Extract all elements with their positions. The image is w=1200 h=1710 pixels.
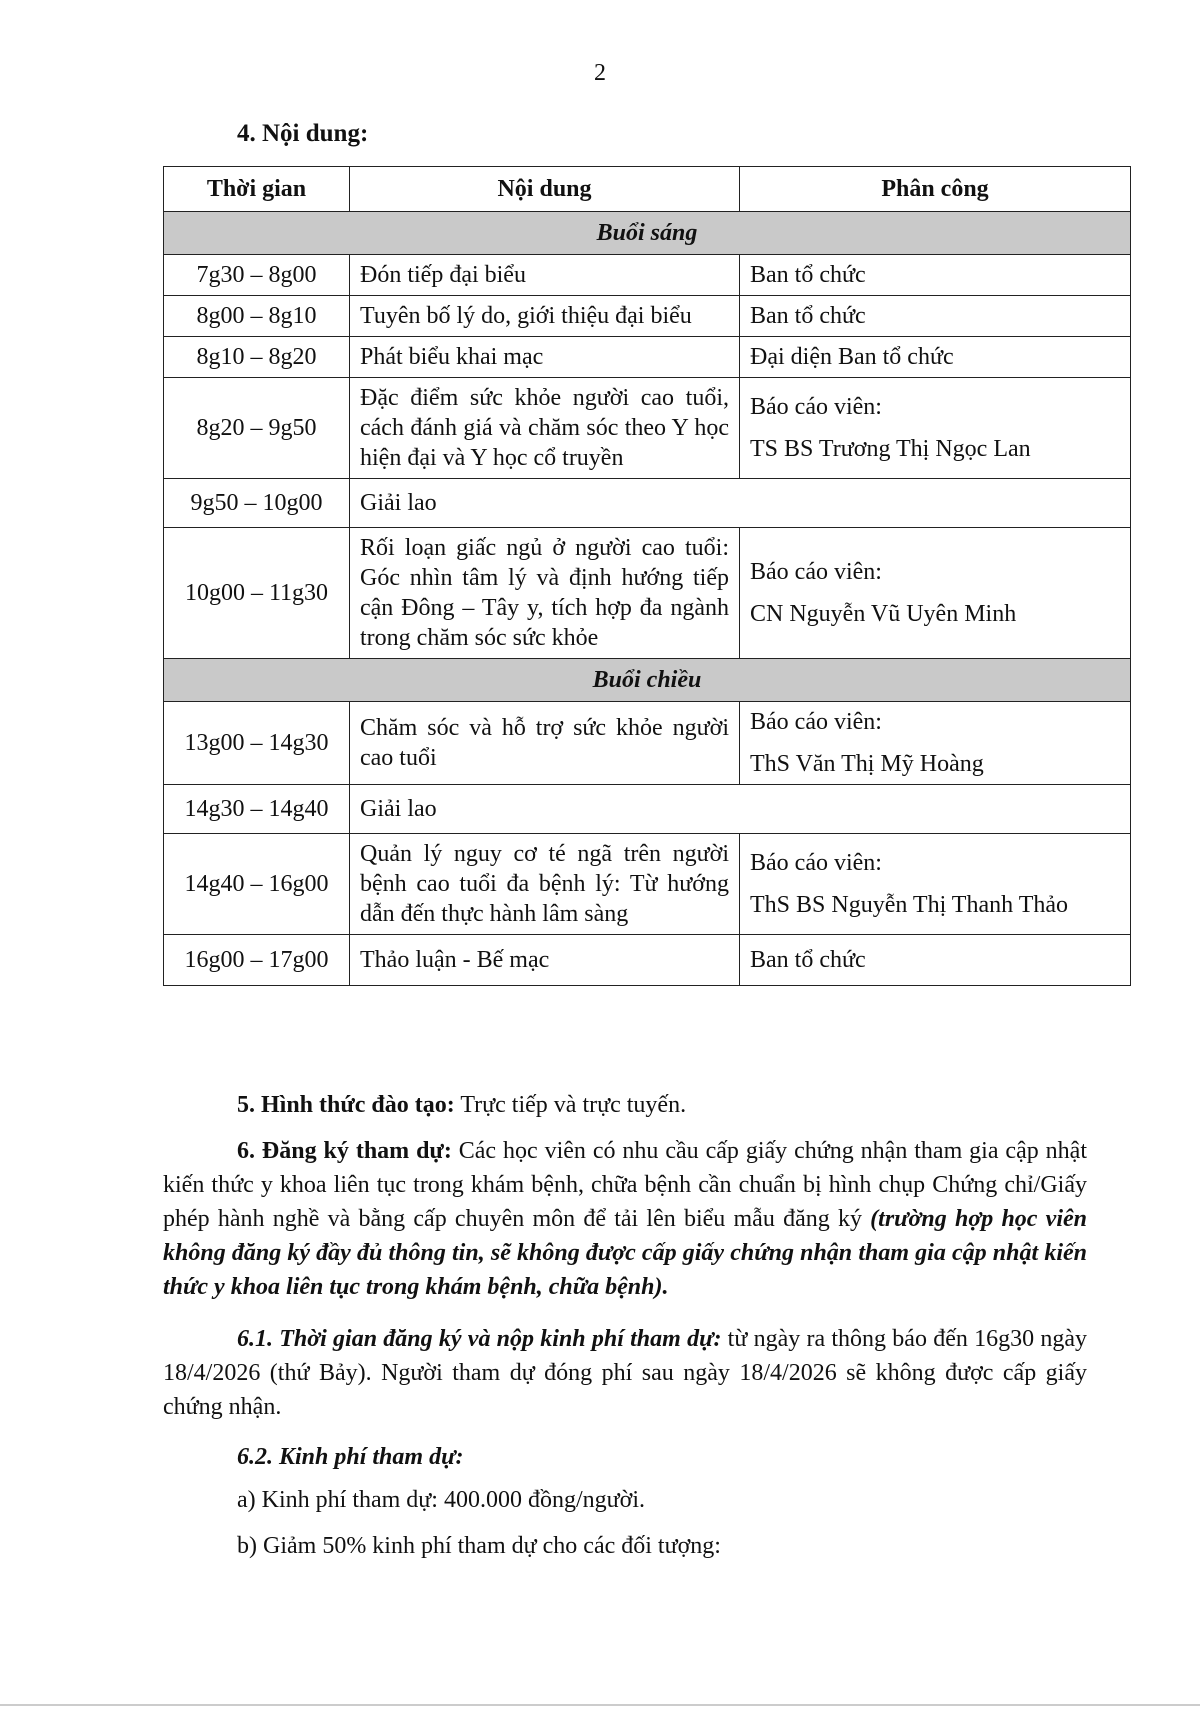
section-5-text: Trực tiếp và trực tuyến. — [454, 1092, 687, 1118]
table-row — [164, 834, 1131, 935]
assign-person: ThS BS Nguyễn Thị Thanh Thảo — [750, 892, 1068, 918]
section-6-1 — [163, 1322, 1087, 1424]
row-time: 14g40 – 16g00 — [164, 834, 350, 935]
row-time: 8g20 – 9g50 — [164, 378, 350, 479]
section-6-label: 6. Đăng ký tham dự: — [237, 1138, 452, 1164]
row-content: Giải lao — [350, 785, 1131, 834]
section-6-1-text: từ ngày ra thông báo đến 16g30 ngày 18/4/2026 (thứ Bảy). Người tham dự đóng phí sau ngày 18/4/2026 sẽ không được cấp giấy chứng nhận. — [163, 1326, 1087, 1420]
assign-role: Báo cáo viên: — [750, 559, 882, 585]
session-row-afternoon — [164, 659, 1131, 702]
table-row — [164, 255, 1131, 296]
row-content: Quản lý nguy cơ té ngã trên người bệnh cao tuổi đa bệnh lý: Từ hướng dẫn đến thực hành lâm sàng — [350, 834, 740, 935]
section-6-note: (trường hợp học viên không đăng ký đầy đủ thông tin, sẽ không được cấp giấy chứng nhận tham gia cập nhật kiến thức y khoa liên tục trong khám bệnh, chữa bệnh). — [163, 1206, 1087, 1300]
table-row — [164, 785, 1131, 834]
table-row — [164, 702, 1131, 785]
row-assign: Ban tổ chức — [740, 935, 1131, 986]
header-content: Nội dung — [350, 167, 740, 212]
table-row — [164, 378, 1131, 479]
section-6-2-item-b: b) Giảm 50% kinh phí tham dự cho các đối tượng: — [237, 1533, 721, 1559]
section-6 — [163, 1134, 1087, 1304]
row-assign: Ban tổ chức — [740, 255, 1131, 296]
row-assign — [740, 702, 1131, 785]
row-time: 14g30 – 14g40 — [164, 785, 350, 834]
assign-role: Báo cáo viên: — [750, 850, 882, 876]
row-content: Phát biểu khai mạc — [350, 337, 740, 378]
assign-person: CN Nguyễn Vũ Uyên Minh — [750, 601, 1017, 627]
section-6-1-label: 6.1. Thời gian đăng ký và nộp kinh phí tham dự: — [237, 1326, 722, 1352]
table-row — [164, 935, 1131, 986]
row-content: Đặc điểm sức khỏe người cao tuổi, cách đánh giá và chăm sóc theo Y học hiện đại và Y học cổ truyền — [350, 378, 740, 479]
row-assign: Đại diện Ban tổ chức — [740, 337, 1131, 378]
table-row — [164, 479, 1131, 528]
section-6-2-label: 6.2. Kinh phí tham dự: — [237, 1444, 464, 1470]
assign-person: ThS Văn Thị Mỹ Hoàng — [750, 751, 984, 777]
table-row — [164, 296, 1131, 337]
row-content: Giải lao — [350, 479, 1131, 528]
page-number: 2 — [594, 60, 606, 86]
morning-label: Buổi sáng — [164, 212, 1131, 255]
header-time: Thời gian — [164, 167, 350, 212]
row-time: 9g50 – 10g00 — [164, 479, 350, 528]
section-6-text: Các học viên có nhu cầu cấp giấy chứng nhận tham gia cập nhật kiến thức y khoa liên tục trong khám bệnh, chữa bệnh cần chuẩn bị hình chụp Chứng chỉ/Giấy phép hành nghề và bằng cấp chuyên môn để tải lên biểu mẫu đăng ký — [163, 1138, 1087, 1232]
row-content: Chăm sóc và hỗ trợ sức khỏe người cao tuổi — [350, 702, 740, 785]
section-5-label: 5. Hình thức đào tạo: — [237, 1092, 455, 1118]
section-6-2-item-a: a) Kinh phí tham dự: 400.000 đồng/người. — [237, 1487, 646, 1513]
row-content: Rối loạn giấc ngủ ở người cao tuổi: Góc nhìn tâm lý và định hướng tiếp cận Đông – Tây y, tích hợp đa ngành trong chăm sóc sức khỏe — [350, 528, 740, 659]
row-assign — [740, 834, 1131, 935]
row-content: Đón tiếp đại biểu — [350, 255, 740, 296]
section-5 — [163, 1088, 1087, 1122]
afternoon-label: Buổi chiều — [164, 659, 1131, 702]
section-4-title: 4. Nội dung: — [237, 120, 369, 147]
row-content: Tuyên bố lý do, giới thiệu đại biểu — [350, 296, 740, 337]
row-assign: Ban tổ chức — [740, 296, 1131, 337]
assign-person: TS BS Trương Thị Ngọc Lan — [750, 436, 1031, 462]
table-row — [164, 337, 1131, 378]
assign-role: Báo cáo viên: — [750, 394, 882, 420]
row-time: 16g00 – 17g00 — [164, 935, 350, 986]
assign-role: Báo cáo viên: — [750, 709, 882, 735]
schedule-table — [163, 166, 1131, 986]
table-row — [164, 528, 1131, 659]
row-content: Thảo luận - Bế mạc — [350, 935, 740, 986]
page-edge-divider — [0, 1704, 1200, 1706]
session-row-morning — [164, 212, 1131, 255]
row-time: 8g00 – 8g10 — [164, 296, 350, 337]
row-time: 13g00 – 14g30 — [164, 702, 350, 785]
row-time: 8g10 – 8g20 — [164, 337, 350, 378]
row-time: 7g30 – 8g00 — [164, 255, 350, 296]
row-assign — [740, 378, 1131, 479]
row-assign — [740, 528, 1131, 659]
header-assign: Phân công — [740, 167, 1131, 212]
table-header-row — [164, 167, 1131, 212]
row-time: 10g00 – 11g30 — [164, 528, 350, 659]
